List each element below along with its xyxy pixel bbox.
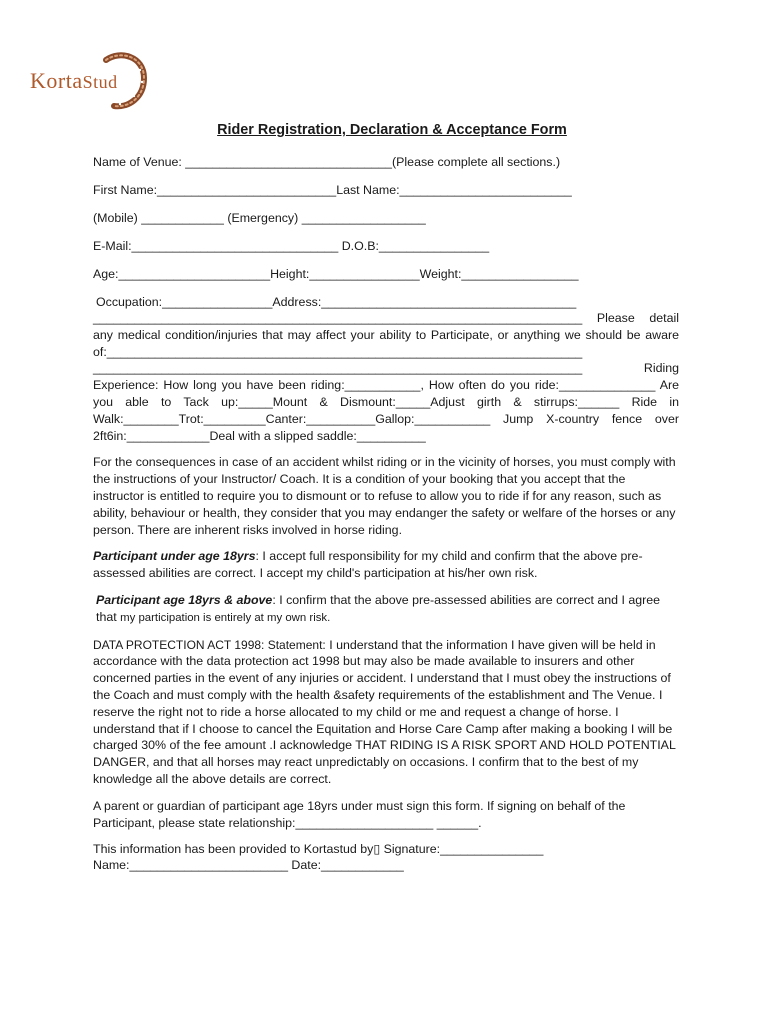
- logo-wordmark: [30, 68, 118, 94]
- data-protection-text: I understand that the information I have given will be held in accordance with the data protection act 1998 but may also be made available to insurers and other concerned parties in the event of any injuries or accident. I understand that I must obey the instructions of the Coach and must comply with the health &safety requirements of the establishment and The Venue. I reserve the right not to ride a horse allocated to my child or me and request a change of horse. I understand that if I choose to cancel the Equitation and Horse Care Camp after making a booking I will be charged 30% of the fee amount .I acknowledge THAT RIDING IS A RISK SPORT AND HOLD POTENTIAL DANGER, and that all horses may react unpredictably on occasions. I confirm that to the best of my knowledge all the above details are correct.: [93, 637, 676, 786]
- medical-riding-block[interactable]: _______________________________________________________________________ Please detail any medical condition/injuries that may affect your ability to Participate, or anything we should be aware of:_____________________________________________________________________ _______________________________________________________________________ Riding Experience: How long you have been riding:___________, How often do you ride:______________ Are you able to Tack up:_____Mount & Dismount:_____Adjust girth & stirrups:______ Ride in Walk:________Trot:_________Canter:__________Gallop:___________ Jump X-country fence over 2ft6in:____________Deal with a slipped saddle:__________: [93, 311, 679, 443]
- age-height-weight-fields[interactable]: Age:______________________Height:________________Weight:_________________: [93, 267, 579, 281]
- under-18-text: : I accept full responsibility for my child and confirm that the above pre-assessed abilities are correct. I accept my child's participation at his/her own risk.: [93, 549, 643, 581]
- data-protection-paragraph: [93, 637, 679, 788]
- name-date-line[interactable]: Name:_______________________ Date:____________: [93, 858, 404, 873]
- over-18-declaration: [93, 592, 679, 627]
- consequences-paragraph: For the consequences in case of an accident whilst riding or in the vicinity of horses, you must comply with the instructions of your Instructor/ Coach. It is a condition of your booking that you accept that the instructor is entitled to require you to dismount or to refuse to allow you to ride if for any reason, such as ability, behaviour or health, they consider that you may endanger the safety or welfare of the horses or any person. There are inherent risks involved in horse riding.: [93, 455, 676, 537]
- provided-signature-line[interactable]: This information has been provided to Kortastud by▯ Signature:_______________: [93, 842, 544, 857]
- phone-fields[interactable]: (Mobile) ____________ (Emergency) __________________: [93, 211, 426, 225]
- venue-field[interactable]: Name of Venue: ______________________________(Please complete all sections.): [93, 155, 561, 169]
- guardian-paragraph[interactable]: A parent or guardian of participant age 18yrs under must sign this form. If signing on behalf of the Participant, please state relationship:____________________ ______.: [93, 798, 626, 830]
- data-protection-heading: DATA PROTECTION ACT 1998: Statement:: [93, 637, 326, 652]
- name-fields[interactable]: First Name:__________________________Last Name:_________________________: [93, 183, 572, 197]
- kortastud-logo: [28, 52, 148, 110]
- logo-text-korta: Korta: [30, 68, 83, 93]
- under-18-declaration: [93, 548, 679, 582]
- form-title: Rider Registration, Declaration & Acceptance Form: [217, 122, 567, 138]
- over-18-text-small: my participation is entirely at my own risk.: [120, 611, 331, 624]
- over-18-label: Participant age 18yrs & above: [96, 592, 273, 607]
- over-18-text: : I confirm that the above pre-assessed abilities are correct and I agree that: [96, 592, 661, 624]
- logo-text-stud: Stud: [82, 72, 118, 92]
- form-content: [93, 122, 679, 885]
- under-18-label: Participant under age 18yrs: [93, 549, 256, 564]
- email-dob-fields[interactable]: E-Mail:______________________________ D.O.B:________________: [93, 239, 490, 253]
- occupation-address-fields[interactable]: Occupation:________________Address:_____________________________________: [96, 295, 577, 309]
